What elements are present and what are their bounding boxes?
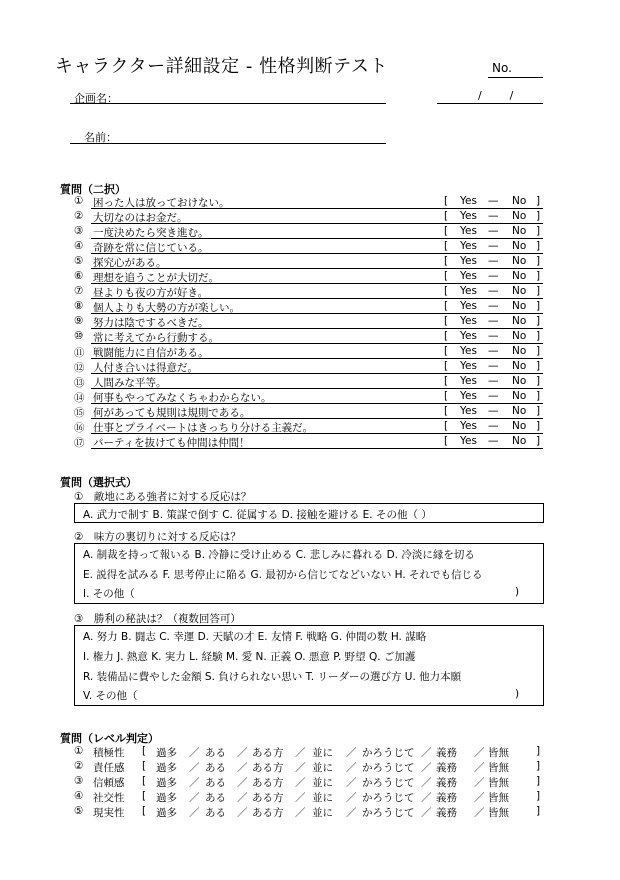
bracket: ] xyxy=(536,210,541,222)
separator: ／ xyxy=(295,762,306,774)
level-option[interactable]: ある方 xyxy=(252,807,284,819)
separator: ／ xyxy=(295,807,306,819)
separator: ／ xyxy=(421,777,432,789)
level-option[interactable]: ある xyxy=(205,777,226,789)
number-label: No. xyxy=(492,61,512,75)
level-option[interactable]: 並に xyxy=(312,792,333,804)
no-option[interactable]: No xyxy=(512,210,527,222)
binary-question-row xyxy=(74,315,544,330)
yes-option[interactable]: Yes xyxy=(460,225,477,237)
bracket: [ xyxy=(142,805,147,817)
level-question-row xyxy=(74,775,544,790)
level-option[interactable]: かろうじて xyxy=(362,762,415,774)
binary-question-row xyxy=(74,270,544,285)
binary-question-row xyxy=(74,420,544,435)
question-text: 一度決めたら突き進む。 xyxy=(93,227,209,239)
level-option[interactable]: ある方 xyxy=(252,762,284,774)
no-option[interactable]: No xyxy=(512,345,527,357)
separator: — xyxy=(488,390,499,402)
bracket: [ xyxy=(142,790,147,802)
level-option[interactable]: 並に xyxy=(312,762,333,774)
separator: ／ xyxy=(474,777,485,789)
question-number: ③ xyxy=(74,225,84,237)
level-option[interactable]: ある xyxy=(205,747,226,759)
question-number: ⑥ xyxy=(74,270,84,282)
choice-options-line: E. 説得を試みる F. 思考停止に陥る G. 最初から信じてなどいない H. それでも信じる xyxy=(83,569,483,581)
bracket: [ xyxy=(444,285,449,297)
binary-question-row xyxy=(74,405,544,420)
question-text: 仕事とプライベートはきっちり分ける主義だ。 xyxy=(93,422,314,434)
choice-options-line: I. その他（ xyxy=(83,588,135,600)
row-underline xyxy=(91,388,543,389)
row-underline xyxy=(91,223,543,224)
question-number: ① xyxy=(74,195,84,207)
yes-option[interactable]: Yes xyxy=(460,195,477,207)
section-choice-heading: 質問（選択式） xyxy=(60,476,137,489)
bracket: [ xyxy=(142,760,147,772)
row-underline xyxy=(91,208,543,209)
choice-options-line: V. その他（ xyxy=(83,690,138,702)
bracket: [ xyxy=(444,360,449,372)
choice-options-line: A. 制裁を持って報いる B. 冷静に受け止める C. 悲しみに暮れる D. 冷淡に縁を切る xyxy=(83,549,475,561)
yes-option[interactable]: Yes xyxy=(460,360,477,372)
bracket: ] xyxy=(536,300,541,312)
bracket: [ xyxy=(444,255,449,267)
choice-question-3: ③ 勝利の秘訣は？（複数回答可） xyxy=(74,613,241,625)
row-underline xyxy=(91,403,543,404)
bracket: ] xyxy=(536,420,541,432)
no-option[interactable]: No xyxy=(512,300,527,312)
choice-options-line: A. 努力 B. 闘志 C. 幸運 D. 天賦の才 E. 友情 F. 戦略 G. 仲間の数 H. 謀略 xyxy=(83,631,427,643)
plan-name-label: 企画名： xyxy=(74,92,118,105)
bracket: ] xyxy=(536,390,541,402)
separator: — xyxy=(488,240,499,252)
bracket: ] xyxy=(536,225,541,237)
separator: ／ xyxy=(295,747,306,759)
question-number: ⑧ xyxy=(74,300,84,312)
row-underline xyxy=(91,328,543,329)
bracket: ] xyxy=(536,775,541,787)
no-option[interactable]: No xyxy=(512,375,527,387)
separator: ／ xyxy=(346,807,357,819)
level-option[interactable]: 並に xyxy=(312,777,333,789)
bracket: [ xyxy=(444,225,449,237)
yes-option[interactable]: Yes xyxy=(460,405,477,417)
row-underline xyxy=(91,253,543,254)
yes-option[interactable]: Yes xyxy=(460,255,477,267)
level-option[interactable]: 過多 xyxy=(156,807,177,819)
separator: — xyxy=(488,255,499,267)
row-underline xyxy=(91,373,543,374)
separator: ／ xyxy=(295,792,306,804)
choice-options-line: R. 装備品に費やした金額 S. 負けられない思い T. リーダーの選び方 U. 他力本願 xyxy=(83,671,462,683)
question-number: ⑯ xyxy=(74,422,85,434)
question-number: ⑩ xyxy=(74,330,84,342)
separator: ／ xyxy=(189,777,200,789)
close-paren: ) xyxy=(515,688,520,700)
level-question-row xyxy=(74,745,544,760)
separator: — xyxy=(488,210,499,222)
row-underline xyxy=(91,268,543,269)
choice-options-line: I. 権力 J. 熱意 K. 実力 L. 経験 M. 愛 N. 正義 O. 悪意 P. 野望 Q. ご加護 xyxy=(83,651,416,663)
trait-label: 社交性 xyxy=(93,792,125,804)
level-option[interactable]: 皆無 xyxy=(488,747,509,759)
bracket: [ xyxy=(444,210,449,222)
question-text: 人間みな平等。 xyxy=(93,377,167,389)
binary-question-row xyxy=(74,360,544,375)
separator: ／ xyxy=(421,807,432,819)
trait-label: 現実性 xyxy=(93,807,125,819)
no-option[interactable]: No xyxy=(512,315,527,327)
question-number: ⑤ xyxy=(74,255,84,267)
level-option[interactable]: ある xyxy=(205,792,226,804)
no-option[interactable]: No xyxy=(512,240,527,252)
question-text: 努力は陰でするべきだ。 xyxy=(93,317,209,329)
question-text: 理想を追うことが大切だ。 xyxy=(93,272,219,284)
binary-question-row xyxy=(74,345,544,360)
choice-answer-box-1[interactable] xyxy=(74,503,544,523)
question-number: ⑭ xyxy=(74,392,85,404)
separator: — xyxy=(488,420,499,432)
row-underline xyxy=(91,358,543,359)
bracket: [ xyxy=(444,270,449,282)
bracket: [ xyxy=(444,300,449,312)
binary-question-row xyxy=(74,390,544,405)
bracket: ] xyxy=(536,195,541,207)
level-option[interactable]: ある方 xyxy=(252,777,284,789)
no-option[interactable]: No xyxy=(512,255,527,267)
yes-option[interactable]: Yes xyxy=(460,240,477,252)
level-option[interactable]: 過多 xyxy=(156,777,177,789)
separator: ／ xyxy=(474,807,485,819)
no-option[interactable]: No xyxy=(512,330,527,342)
binary-question-row xyxy=(74,285,544,300)
choice-answer-box-3[interactable] xyxy=(74,625,544,706)
bracket: ] xyxy=(536,405,541,417)
binary-question-row xyxy=(74,435,544,450)
name-field-line[interactable] xyxy=(70,143,386,144)
no-option[interactable]: No xyxy=(512,270,527,282)
question-text: 個人よりも大勢の方が楽しい。 xyxy=(93,302,240,314)
separator: ／ xyxy=(189,807,200,819)
bracket: [ xyxy=(444,345,449,357)
level-question-row xyxy=(74,790,544,805)
question-text: 奇跡を常に信じている。 xyxy=(93,242,209,254)
separator: ／ xyxy=(237,777,248,789)
level-option[interactable]: ある xyxy=(205,807,226,819)
row-underline xyxy=(91,418,543,419)
bracket: ] xyxy=(536,760,541,772)
question-text: 何事もやってみなくちゃわからない。 xyxy=(93,392,272,404)
yes-option[interactable]: Yes xyxy=(460,315,477,327)
bracket: [ xyxy=(444,315,449,327)
level-option[interactable]: 過多 xyxy=(156,762,177,774)
no-option[interactable]: No xyxy=(512,435,527,447)
level-option[interactable]: 義務 xyxy=(436,762,457,774)
level-option[interactable]: 義務 xyxy=(436,807,457,819)
question-number: ④ xyxy=(74,790,84,802)
separator: — xyxy=(488,300,499,312)
separator: — xyxy=(488,405,499,417)
level-option[interactable]: かろうじて xyxy=(362,747,415,759)
bracket: ] xyxy=(536,255,541,267)
row-underline xyxy=(91,298,543,299)
bracket: ] xyxy=(536,745,541,757)
bracket: [ xyxy=(444,420,449,432)
yes-option[interactable]: Yes xyxy=(460,375,477,387)
separator: ／ xyxy=(189,762,200,774)
level-option[interactable]: ある方 xyxy=(252,747,284,759)
bracket: ] xyxy=(536,360,541,372)
bracket: [ xyxy=(444,330,449,342)
separator: ／ xyxy=(189,792,200,804)
separator: — xyxy=(488,285,499,297)
yes-option[interactable]: Yes xyxy=(460,330,477,342)
choice-question-1: ① 敵地にある強者に対する反応は？ xyxy=(74,491,252,503)
row-underline xyxy=(91,283,543,284)
bracket: [ xyxy=(444,405,449,417)
plan-name-field-line[interactable] xyxy=(70,103,386,104)
binary-question-row xyxy=(74,330,544,345)
yes-option[interactable]: Yes xyxy=(460,390,477,402)
bracket: ] xyxy=(536,805,541,817)
question-number: ⑦ xyxy=(74,285,84,297)
separator: — xyxy=(488,195,499,207)
row-underline xyxy=(91,433,543,434)
binary-question-row xyxy=(74,300,544,315)
yes-option[interactable]: Yes xyxy=(460,420,477,432)
level-option[interactable]: 過多 xyxy=(156,792,177,804)
level-option[interactable]: 義務 xyxy=(436,747,457,759)
question-number: ⑫ xyxy=(74,362,85,374)
row-underline xyxy=(91,448,543,449)
separator: — xyxy=(488,435,499,447)
bracket: ] xyxy=(536,240,541,252)
separator: ／ xyxy=(421,792,432,804)
question-text: パーティを抜けても仲間は仲間！ xyxy=(93,437,250,449)
binary-question-row xyxy=(74,255,544,270)
question-text: 人付き合いは得意だ。 xyxy=(93,362,198,374)
close-paren: ) xyxy=(515,586,520,598)
choice-options-line: A. 武力で制す B. 策謀で倒す C. 従属する D. 接触を避ける E. その他（ ） xyxy=(83,509,432,521)
date-slashes: / / xyxy=(478,89,514,102)
bracket: [ xyxy=(444,240,449,252)
question-number: ⑪ xyxy=(74,347,85,359)
binary-question-row xyxy=(74,195,544,210)
row-underline xyxy=(91,313,543,314)
separator: ／ xyxy=(421,762,432,774)
bracket: ] xyxy=(536,270,541,282)
separator: — xyxy=(488,375,499,387)
bracket: ] xyxy=(536,790,541,802)
level-option[interactable]: 並に xyxy=(312,807,333,819)
question-text: 困った人は放っておけない。 xyxy=(93,197,230,209)
question-number: ⑬ xyxy=(74,377,85,389)
separator: — xyxy=(488,270,499,282)
bracket: [ xyxy=(142,745,147,757)
no-option[interactable]: No xyxy=(512,360,527,372)
trait-label: 積極性 xyxy=(93,747,125,759)
yes-option[interactable]: Yes xyxy=(460,435,477,447)
bracket: ] xyxy=(536,375,541,387)
section-binary-heading: 質問（二択） xyxy=(60,183,126,196)
level-option[interactable]: 皆無 xyxy=(488,807,509,819)
bracket: [ xyxy=(444,390,449,402)
separator: ／ xyxy=(295,777,306,789)
separator: ／ xyxy=(346,792,357,804)
bracket: ] xyxy=(536,435,541,447)
level-option[interactable]: かろうじて xyxy=(362,792,415,804)
name-label: 名前： xyxy=(84,131,117,144)
binary-question-row xyxy=(74,225,544,240)
separator: ／ xyxy=(237,762,248,774)
question-text: 戦闘能力に自信がある。 xyxy=(93,347,209,359)
question-number: ② xyxy=(74,210,84,222)
separator: — xyxy=(488,315,499,327)
row-underline xyxy=(91,343,543,344)
page-title: キャラクター詳細設定 - 性格判断テスト xyxy=(55,56,388,77)
choice-answer-box-2[interactable] xyxy=(74,543,544,604)
section-level-heading: 質問（レベル判定） xyxy=(60,732,159,745)
choice-question-2: ② 味方の裏切りに対する反応は？ xyxy=(74,531,241,543)
question-text: 昼よりも夜の方が好き。 xyxy=(93,287,209,299)
question-number: ② xyxy=(74,760,84,772)
binary-question-row xyxy=(74,210,544,225)
level-option[interactable]: 義務 xyxy=(436,792,457,804)
question-number: ⑰ xyxy=(74,437,85,449)
yes-option[interactable]: Yes xyxy=(460,270,477,282)
question-number: ① xyxy=(74,745,84,757)
question-number: ③ xyxy=(74,775,84,787)
question-text: 大切なのはお金だ。 xyxy=(93,212,188,224)
bracket: [ xyxy=(444,435,449,447)
separator: ／ xyxy=(237,747,248,759)
level-option[interactable]: 過多 xyxy=(156,747,177,759)
question-text: 何があっても規則は規則である。 xyxy=(93,407,251,419)
separator: ／ xyxy=(346,762,357,774)
level-question-row xyxy=(74,805,544,820)
bracket: [ xyxy=(444,375,449,387)
yes-option[interactable]: Yes xyxy=(460,285,477,297)
separator: — xyxy=(488,225,499,237)
separator: ／ xyxy=(237,792,248,804)
level-option[interactable]: 義務 xyxy=(436,777,457,789)
bracket: ] xyxy=(536,285,541,297)
yes-option[interactable]: Yes xyxy=(460,210,477,222)
row-underline xyxy=(91,238,543,239)
separator: ／ xyxy=(474,762,485,774)
separator: — xyxy=(488,330,499,342)
separator: — xyxy=(488,345,499,357)
no-option[interactable]: No xyxy=(512,390,527,402)
separator: — xyxy=(488,360,499,372)
binary-question-row xyxy=(74,240,544,255)
bracket: ] xyxy=(536,315,541,327)
number-field-line[interactable] xyxy=(488,77,543,78)
level-option[interactable]: 並に xyxy=(312,747,333,759)
separator: ／ xyxy=(421,747,432,759)
bracket: [ xyxy=(142,775,147,787)
level-option[interactable]: かろうじて xyxy=(362,777,415,789)
yes-option[interactable]: Yes xyxy=(460,300,477,312)
separator: ／ xyxy=(237,807,248,819)
yes-option[interactable]: Yes xyxy=(460,345,477,357)
binary-question-row xyxy=(74,375,544,390)
question-text: 探究心がある。 xyxy=(93,257,167,269)
bracket: ] xyxy=(536,330,541,342)
no-option[interactable]: No xyxy=(512,195,527,207)
no-option[interactable]: No xyxy=(512,405,527,417)
level-option[interactable]: 皆無 xyxy=(488,792,509,804)
level-question-row xyxy=(74,760,544,775)
separator: ／ xyxy=(189,747,200,759)
bracket: [ xyxy=(444,195,449,207)
question-number: ⑤ xyxy=(74,805,84,817)
separator: ／ xyxy=(346,747,357,759)
question-text: 常に考えてから行動する。 xyxy=(93,332,219,344)
separator: ／ xyxy=(346,777,357,789)
no-option[interactable]: No xyxy=(512,225,527,237)
level-option[interactable]: ある xyxy=(205,762,226,774)
trait-label: 責任感 xyxy=(93,762,125,774)
question-number: ⑮ xyxy=(74,407,85,419)
bracket: ] xyxy=(536,345,541,357)
question-number: ⑨ xyxy=(74,315,84,327)
level-option[interactable]: ある方 xyxy=(252,792,284,804)
trait-label: 信頼感 xyxy=(93,777,125,789)
separator: ／ xyxy=(474,792,485,804)
separator: ／ xyxy=(474,747,485,759)
date-field-line[interactable] xyxy=(437,103,543,104)
question-number: ④ xyxy=(74,240,84,252)
level-option[interactable]: かろうじて xyxy=(362,807,415,819)
level-option[interactable]: 皆無 xyxy=(488,762,509,774)
no-option[interactable]: No xyxy=(512,420,527,432)
no-option[interactable]: No xyxy=(512,285,527,297)
level-option[interactable]: 皆無 xyxy=(488,777,509,789)
